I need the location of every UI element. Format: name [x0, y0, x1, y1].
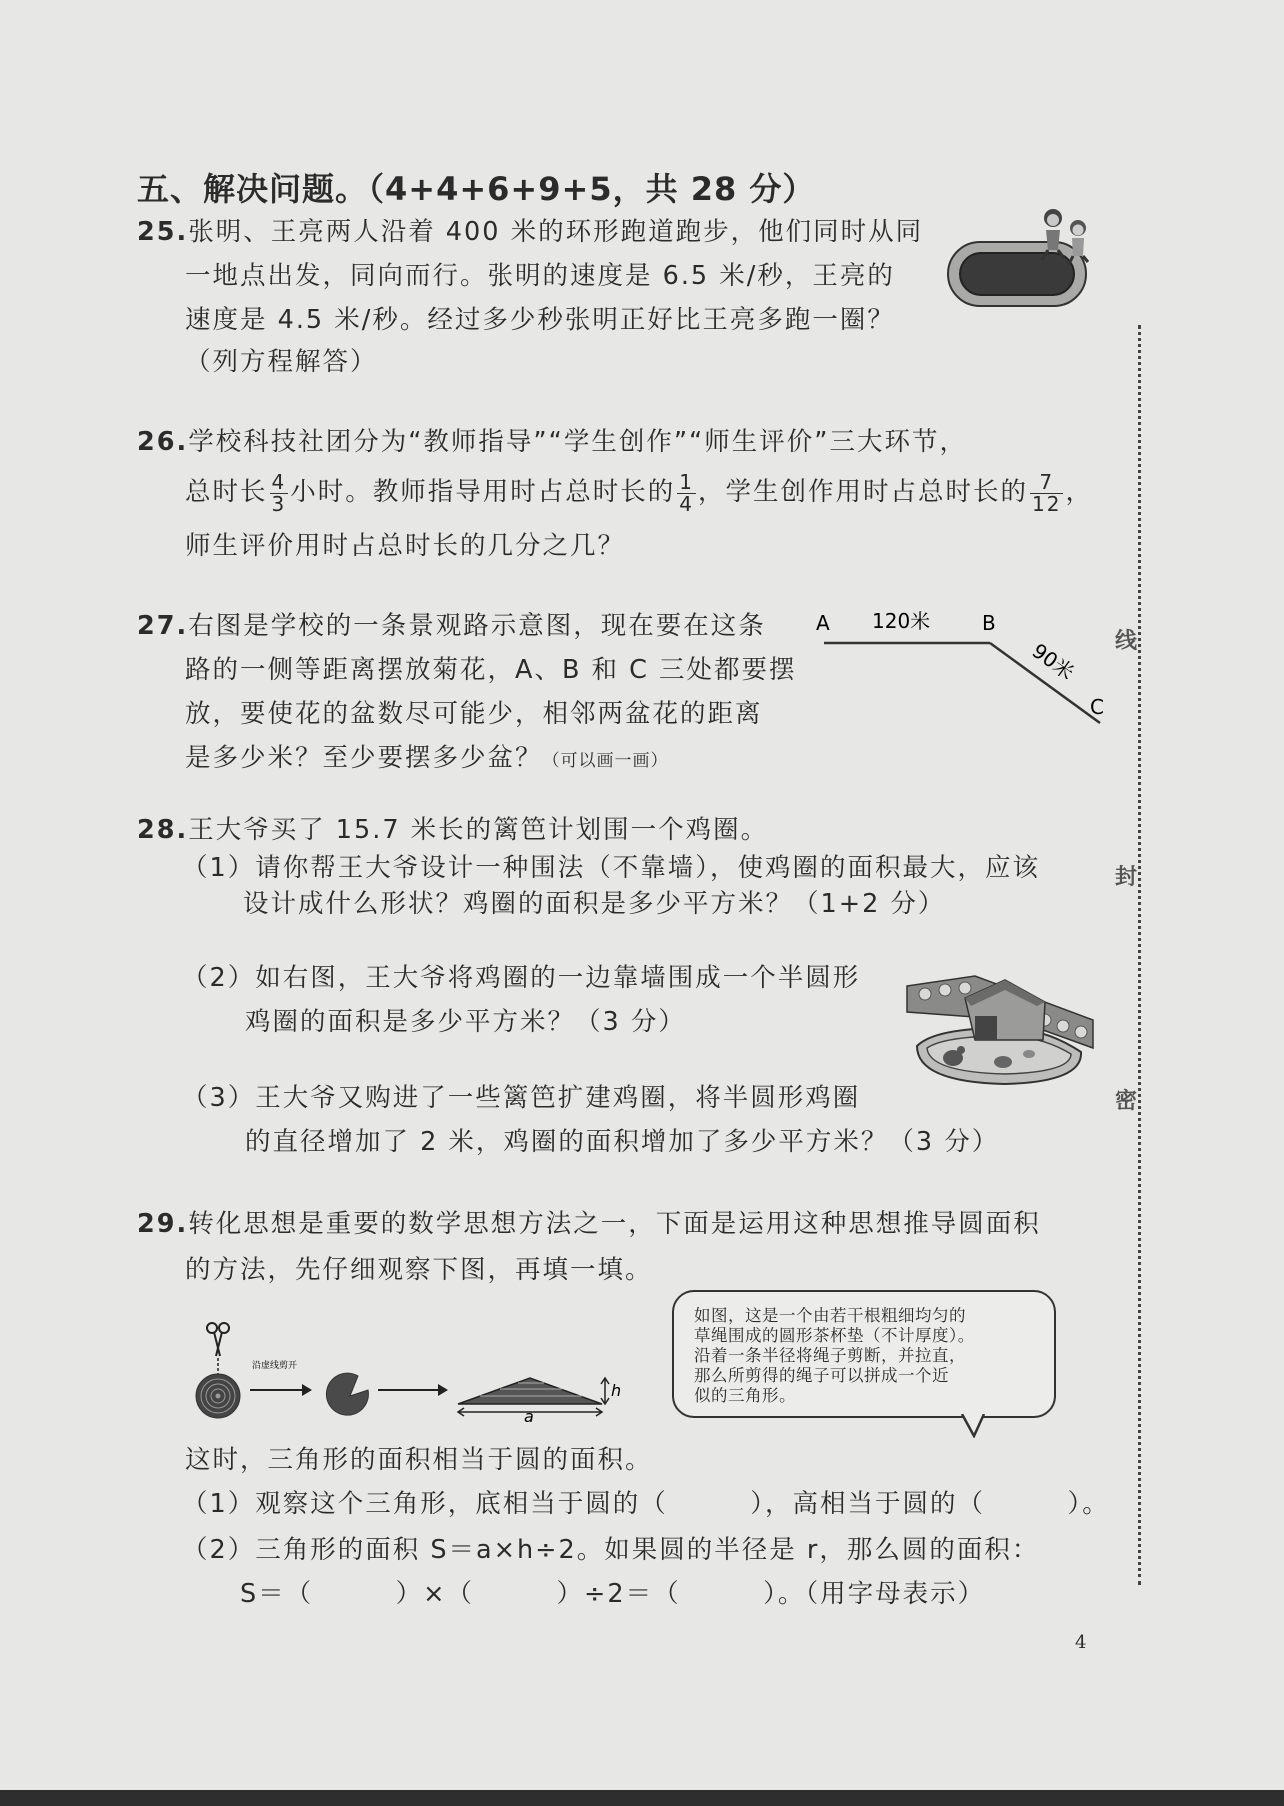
height-label: h	[611, 1381, 622, 1400]
binding-dotted-line	[1138, 325, 1141, 1585]
margin-char-xian: 线	[1115, 622, 1137, 657]
q27-line1: 27.右图是学校的一条景观路示意图，现在要在这条	[137, 611, 766, 641]
q29-line1: 29.转化思想是重要的数学思想方法之一，下面是运用这种思想推导圆面积	[137, 1209, 1041, 1239]
running-track-illustration	[940, 200, 1100, 312]
q25-line1: 25.张明、王亮两人沿着 400 米的环形跑道跑步，他们同时从同	[137, 217, 924, 247]
q29-p2: （2）三角形的面积 S＝a×h÷2。如果圆的半径是 r，那么圆的面积：	[182, 1535, 1040, 1565]
bottom-shadow-band	[0, 1790, 1284, 1806]
q27-note: （可以画一画）	[542, 751, 669, 771]
margin-char-feng: 封	[1115, 858, 1137, 893]
q28-p3-line1: （3）王大爷又购进了一些篱笆扩建鸡圈，将半圆形鸡圈	[182, 1083, 861, 1113]
q29-p1: （1）观察这个三角形，底相当于圆的（ ），高相当于圆的（ ）。	[182, 1489, 1110, 1519]
q28-p1-line1: （1）请你帮王大爷设计一种围法（不靠墙），使鸡圈的面积最大，应该	[182, 853, 1040, 883]
q29-number: 29.	[137, 1209, 189, 1239]
chicken-coop-illustration	[905, 968, 1095, 1088]
point-a-label: A	[816, 611, 830, 635]
q28-p1-line2: 设计成什么形状？鸡圈的面积是多少平方米？（1+2 分）	[243, 889, 946, 919]
q28-intro: 28.王大爷买了 15.7 米长的篱笆计划围一个鸡圈。	[137, 815, 769, 845]
q27-line4: 是多少米？至少要摆多少盆？（可以画一画）	[185, 743, 669, 773]
q26-line3: 师生评价用时占总时长的几分之几？	[185, 531, 626, 561]
q29-line2: 的方法，先仔细观察下图，再填一填。	[185, 1255, 653, 1285]
ab-length-label: 120米	[872, 609, 931, 633]
q29-formula: S＝（ ）×（ ）÷2＝（ ）。（用字母表示）	[240, 1579, 986, 1609]
bubble-line: 似的三角形。	[694, 1386, 796, 1405]
fraction-1-4: $\frac{1}{4}$	[679, 469, 694, 516]
fraction-7-12: $\frac{7}{12}$	[1032, 469, 1062, 516]
explanation-bubble	[672, 1290, 1056, 1418]
section-title: 五、解决问题。（4+4+6+9+5，共 28 分）	[137, 170, 816, 208]
fraction-4-3: $\frac{4}{3}$	[271, 469, 287, 516]
bubble-line: 草绳围成的圆形茶杯垫（不计厚度）。	[694, 1326, 975, 1345]
q27-line3: 放，要使花的盆数尽可能少，相邻两盆花的距离	[185, 699, 763, 729]
bc-length-label: 90米	[1027, 638, 1079, 685]
base-label: a	[524, 1407, 534, 1422]
q25-line4: （列方程解答）	[185, 347, 378, 377]
q27-line2: 路的一侧等距离摆放菊花，A、B 和 C 三处都要摆	[185, 655, 797, 685]
bubble-line: 如图，这是一个由若干根粗细均匀的	[694, 1306, 966, 1325]
circle-to-triangle-diagram	[190, 1312, 630, 1422]
point-b-label: B	[982, 611, 996, 635]
page-number: 4	[1075, 1632, 1087, 1653]
striped-triangle	[458, 1378, 602, 1404]
q25-line3: 速度是 4.5 米/秒。经过多少秒张明正好比王亮多跑一圈？	[185, 305, 895, 335]
bubble-line: 那么所剪得的绳子可以拼成一个近	[694, 1366, 949, 1385]
q28-p2-line1: （2）如右图，王大爷将鸡圈的一边靠墙围成一个半圆形	[182, 963, 861, 993]
q27-number: 27.	[137, 611, 189, 641]
margin-char-mi: 密	[1115, 1082, 1137, 1117]
q28-p2-line2: 鸡圈的面积是多少平方米？（3 分）	[245, 1007, 686, 1037]
q29-statement: 这时，三角形的面积相当于圆的面积。	[185, 1445, 653, 1475]
q26-line2: 总时长 $\frac{4}{3}$ 小时。教师指导用时占总时长的 $\frac{1}{4}$ ，学生创作用时占总时长的 $\frac{7}{12}$ ，	[185, 469, 1093, 516]
bubble-line: 沿着一条半径将绳子剪断，并拉直，	[694, 1346, 966, 1365]
q26-line1: 26.学校科技社团分为“教师指导”“学生创作”“师生评价”三大环节，	[137, 427, 967, 457]
bubble-tail	[960, 1414, 990, 1438]
cut-arrow-label: 沿虚线剪开	[252, 1361, 298, 1371]
path-diagram	[810, 598, 1110, 738]
coiled-rope-circle	[196, 1374, 240, 1418]
point-c-label: C	[1090, 695, 1104, 719]
q26-number: 26.	[137, 427, 189, 457]
q28-p3-line2: 的直径增加了 2 米，鸡圈的面积增加了多少平方米？（3 分）	[245, 1127, 1000, 1157]
scissors-icon	[207, 1323, 229, 1374]
q25-line2: 一地点出发，同向而行。张明的速度是 6.5 米/秒，王亮的	[185, 261, 895, 291]
q28-number: 28.	[137, 815, 189, 845]
q25-number: 25.	[137, 217, 189, 247]
